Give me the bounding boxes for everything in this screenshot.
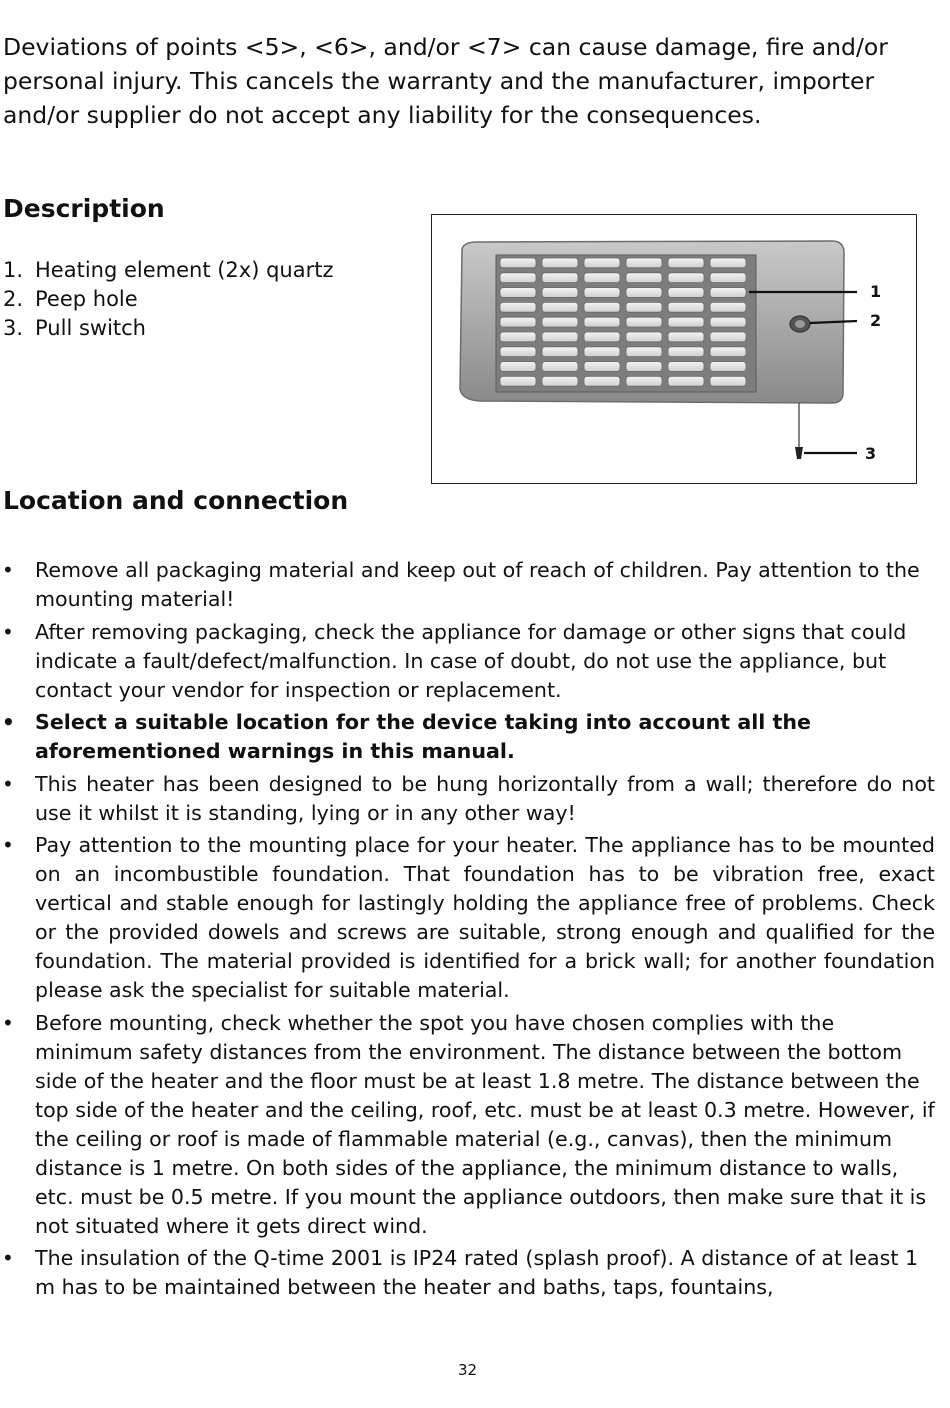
callout-label-2: 2 [870, 311, 882, 330]
grille-slot [710, 332, 746, 342]
grille-slot [626, 332, 662, 342]
grille-slot [542, 288, 578, 298]
heater-illustration [432, 215, 918, 485]
grille-slot [668, 273, 704, 283]
grille-slot [500, 258, 536, 268]
grille-slot [542, 258, 578, 268]
grille-slot [626, 273, 662, 283]
grille-slot [626, 362, 662, 372]
description-item: 2. Peep hole [3, 287, 138, 311]
grille-slot [710, 376, 746, 386]
bullet-icon: • [2, 710, 15, 734]
grille-slot [542, 376, 578, 386]
grille-slot [584, 376, 620, 386]
grille-slot [542, 362, 578, 372]
grille-slot [710, 288, 746, 298]
grille-slot [500, 317, 536, 327]
bullet-item: • Remove all packaging material and keep out of reach of children. Pay attention to the mounting material! [2, 558, 920, 611]
heater-figure [431, 214, 917, 484]
pull-switch-knob [795, 447, 803, 459]
grille-slot [668, 347, 704, 357]
grille-slot [542, 332, 578, 342]
description-item: 3. Pull switch [3, 316, 146, 340]
bullet-icon: • [2, 1246, 14, 1270]
grille-slot [626, 288, 662, 298]
grille-slot [542, 273, 578, 283]
grille-slot [500, 347, 536, 357]
bullet-item: • This heater has been designed to be hung horizontally from a wall; therefore do not use it whilst it is standing, lying or in any other way! [2, 771, 935, 825]
grille-slot [500, 362, 536, 372]
callout-label-1: 1 [870, 282, 882, 301]
grille-slot [626, 347, 662, 357]
grille-slot [626, 302, 662, 312]
grille-slot [584, 288, 620, 298]
location-heading: Location and connection [3, 486, 349, 515]
callout-label-3: 3 [865, 444, 877, 463]
grille-slot [626, 258, 662, 268]
grille-slot [500, 376, 536, 386]
page-number: 32 [457, 1361, 478, 1379]
grille-slot [500, 288, 536, 298]
grille-slot [668, 258, 704, 268]
grille-slot [500, 302, 536, 312]
grille-slot [668, 332, 704, 342]
bullet-item: • The insulation of the Q-time 2001 is IP24 rated (splash proof). A distance of at least 1 m has to be maintained between the heater and baths, taps, fountains, [2, 1246, 919, 1299]
grille-slot [626, 317, 662, 327]
grille-slot [710, 317, 746, 327]
bullet-icon: • [2, 1010, 14, 1035]
bullet-icon: • [2, 771, 14, 796]
description-heading: Description [3, 194, 165, 223]
grille-slot [710, 258, 746, 268]
grille-slot [584, 362, 620, 372]
description-item: 1. Heating element (2x) quartz [3, 258, 334, 282]
grille-slot [668, 376, 704, 386]
grille-slot [710, 302, 746, 312]
description-list [3, 256, 333, 343]
intro-paragraph: Deviations of points <5>, <6>, and/or <7> can cause damage, fire and/or personal injury. This cancels the warranty and the manufacturer, importer and/or supplier do not accept any liability for the consequences. [3, 33, 888, 129]
grille-slot [710, 347, 746, 357]
grille-slot [584, 347, 620, 357]
peep-hole-lens [795, 320, 805, 328]
grille-slot [500, 273, 536, 283]
grille-slot [584, 302, 620, 312]
bullet-icon: • [2, 833, 14, 857]
bullet-item: • Pay attention to the mounting place for your heater. The appliance has to be mounted on an incombustible foundation. That foundation has to be vibration free, exact vertical and stable enough for lastingly holding the appliance free of problems. Check or the provided dowels and screws are suitable, strong enough and qualified for the foundation. The material provided is identified for a brick wall; for another foundation please ask the specialist for suitable material. [2, 833, 935, 1002]
grille-slot [668, 317, 704, 327]
bullet-icon: • [2, 558, 14, 582]
grille-slot [500, 332, 536, 342]
grille-slot [710, 362, 746, 372]
bullet-icon: • [2, 619, 14, 644]
grille-slot [542, 302, 578, 312]
grille-slot [584, 332, 620, 342]
grille-slot [710, 273, 746, 283]
grille-slot [626, 376, 662, 386]
grille-slot [542, 317, 578, 327]
grille-slot [668, 302, 704, 312]
grille-slot [542, 347, 578, 357]
bullet-item: • Select a suitable location for the device taking into account all the aforementioned warnings in this manual. [2, 710, 811, 763]
grille-slot [584, 258, 620, 268]
grille-slot [668, 362, 704, 372]
grille-slot [584, 317, 620, 327]
grille-slot [584, 273, 620, 283]
location-bullet-list [0, 556, 935, 1306]
bullet-item: • After removing packaging, check the appliance for damage or other signs that could indicate a fault/defect/malfunction. In case of doubt, do not use the appliance, but contact your vendor for inspection or replacement. [2, 619, 907, 702]
bullet-item: • Before mounting, check whether the spot you have chosen complies with the minimum safety distances from the environment. The distance between the bottom side of the heater and the floor must be at least 1.8 metre. The distance between the top side of the heater and the ceiling, roof, etc. must be at least 0.3 metre. However, if the ceiling or roof is made of flammable material (e.g., canvas), then the minimum distance is 1 metre. On both sides of the appliance, the minimum distance to walls, etc. must be 0.5 metre. If you mount the appliance outdoors, then make sure that it is not situated where it gets direct wind. [2, 1010, 935, 1238]
grille-slot [668, 288, 704, 298]
